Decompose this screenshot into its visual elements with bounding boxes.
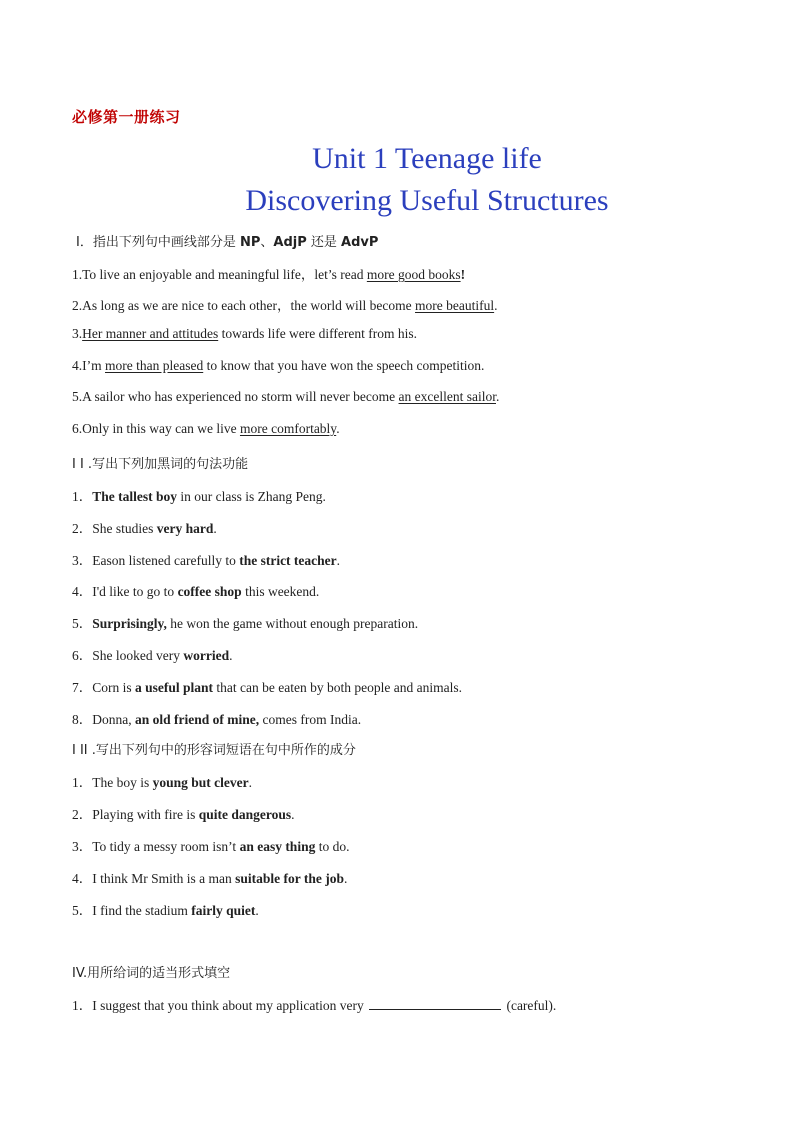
underlined-phrase: Her manner and attitudes [82, 326, 219, 341]
exercise-item: 8．Donna, an old friend of mine, comes from India. [72, 712, 362, 727]
exercise-item: 2．Playing with fire is quite dangerous. [72, 807, 295, 822]
course-tag: 必修第一册练习 [72, 108, 181, 126]
bold-phrase: young but clever [152, 775, 249, 790]
bold-phrase: an old friend of mine, [135, 712, 260, 727]
exercise-item: 1．I suggest that you think about my application very (careful). [72, 998, 557, 1013]
exercise-item: 3．Eason listened carefully to the strict teacher. [72, 553, 341, 568]
bold-phrase: an easy thing [239, 839, 316, 854]
answer-blank[interactable] [369, 997, 501, 1010]
bold-phrase: very hard [156, 521, 214, 536]
exercise-item: 6．She looked very worried. [72, 648, 233, 663]
underlined-phrase: more comfortably [239, 421, 337, 436]
exercise-item: 3.Her manner and attitudes towards life were different from his. [72, 326, 418, 341]
section-3-heading: I II .写出下列句中的形容词短语在句中所作的成分 [72, 743, 356, 758]
exercise-item: 2.As long as we are nice to each other，the world will become more beautiful. [72, 298, 498, 313]
bold-phrase: worried [183, 648, 230, 663]
bold-phrase: the strict teacher [239, 553, 337, 568]
bold-phrase: fairly quiet [191, 903, 256, 918]
exercise-item: 7．Corn is a useful plant that can be eaten by both people and animals. [72, 680, 462, 695]
lesson-title: Discovering Useful Structures [245, 184, 609, 217]
exercise-item: 5．I find the stadium fairly quiet. [72, 903, 259, 918]
bold-phrase: suitable for the job [235, 871, 345, 886]
exercise-item: 1．The boy is young but clever. [72, 775, 252, 790]
section-4-heading: IV.用所给词的适当形式填空 [72, 966, 231, 981]
exercise-item: 5．Surprisingly, he won the game without enough preparation. [72, 616, 419, 631]
underlined-phrase: more than pleased [105, 358, 204, 373]
bold-phrase: The tallest boy [92, 489, 178, 504]
exercise-item: 1.To live an enjoyable and meaningful life，let’s read more good books! [72, 267, 466, 282]
section-2-heading: I I .写出下列加黑词的句法功能 [72, 457, 249, 472]
underlined-phrase: more beautiful [415, 298, 495, 313]
exercise-item: 2．She studies very hard. [72, 521, 217, 536]
exercise-item: 4．I think Mr Smith is a man suitable for the job. [72, 871, 348, 886]
exercise-item: 4.I’m more than pleased to know that you have won the speech competition. [72, 358, 485, 373]
exercise-item: 5.A sailor who has experienced no storm will never become an excellent sailor. [72, 389, 500, 404]
bold-phrase: coffee shop [177, 584, 242, 599]
unit-title: Unit 1 Teenage life [312, 142, 542, 175]
bold-phrase: a useful plant [135, 680, 214, 695]
bold-phrase: Surprisingly, [92, 616, 167, 631]
underlined-phrase: more good books [366, 267, 461, 282]
underlined-phrase: an excellent sailor [398, 389, 496, 404]
exercise-item: 6.Only in this way can we live more comfortably. [72, 421, 340, 436]
exercise-item: 3．To tidy a messy room isn’t an easy thing to do. [72, 839, 350, 854]
exercise-item: 1．The tallest boy in our class is Zhang Peng. [72, 489, 326, 504]
exercise-item: 4．I'd like to go to coffee shop this weekend. [72, 584, 320, 599]
section-1-heading: Ⅰ．指出下列句中画线部分是 NP、AdjP 还是 AdvP [76, 235, 379, 250]
bold-phrase: quite dangerous [198, 807, 292, 822]
